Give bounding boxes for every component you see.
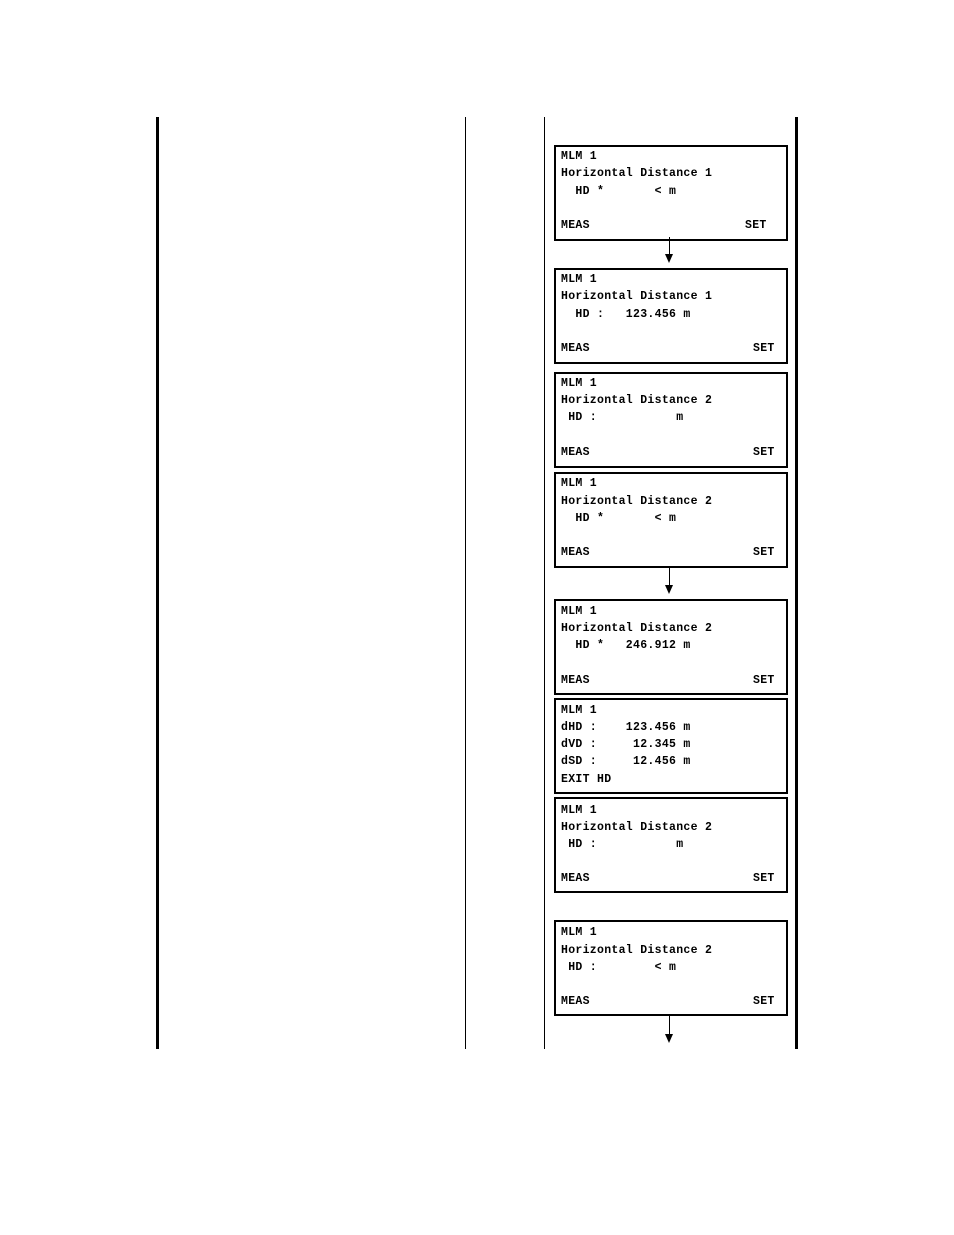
- screen-line: dVD : 12.345 m: [561, 738, 691, 751]
- left-border: [156, 117, 159, 1049]
- set-softkey[interactable]: SET: [753, 446, 775, 459]
- screen-line: HD : m: [561, 838, 684, 851]
- screen-line: MLM 1: [561, 273, 598, 286]
- display-screen-4: [554, 472, 788, 568]
- meas-softkey[interactable]: MEAS: [561, 342, 590, 355]
- screen-line: MLM 1: [561, 377, 598, 390]
- display-screen-2: [554, 268, 788, 364]
- right-border: [795, 117, 798, 1049]
- screen-line: Horizontal Distance 1: [561, 290, 713, 303]
- screen-line: dSD : 12.456 m: [561, 755, 691, 768]
- meas-softkey[interactable]: MEAS: [561, 546, 590, 559]
- set-softkey[interactable]: SET: [753, 342, 775, 355]
- meas-softkey[interactable]: MEAS: [561, 219, 590, 232]
- meas-softkey[interactable]: MEAS: [561, 446, 590, 459]
- screen-line: MLM 1: [561, 926, 598, 939]
- display-screen-3: [554, 372, 788, 468]
- screen-line: MLM 1: [561, 605, 598, 618]
- screen-line: HD * < m: [561, 185, 677, 198]
- screen-line: Horizontal Distance 2: [561, 622, 713, 635]
- display-screen-5: [554, 599, 788, 695]
- set-softkey[interactable]: SET: [753, 546, 775, 559]
- screen-line: dHD : 123.456 m: [561, 721, 691, 734]
- set-softkey[interactable]: SET: [753, 872, 775, 885]
- screen-line: Horizontal Distance 2: [561, 394, 713, 407]
- screen-line: HD : m: [561, 411, 684, 424]
- display-screen-6: [554, 698, 788, 794]
- display-screen-7: [554, 797, 788, 893]
- screen-line: Horizontal Distance 2: [561, 821, 713, 834]
- column-divider-2: [544, 117, 545, 1049]
- screen-line: HD : < m: [561, 961, 677, 974]
- set-softkey[interactable]: SET: [753, 674, 775, 687]
- meas-softkey[interactable]: MEAS: [561, 872, 590, 885]
- screen-line: Horizontal Distance 2: [561, 944, 713, 957]
- screen-line: Horizontal Distance 1: [561, 167, 713, 180]
- set-softkey[interactable]: SET: [753, 995, 775, 1008]
- screen-line: EXIT HD: [561, 773, 612, 786]
- display-screen-8: [554, 920, 788, 1016]
- screen-line: MLM 1: [561, 704, 598, 717]
- column-divider-1: [465, 117, 466, 1049]
- screen-line: HD * < m: [561, 512, 677, 525]
- display-screen-1: [554, 145, 788, 241]
- screen-line: MLM 1: [561, 804, 598, 817]
- meas-softkey[interactable]: MEAS: [561, 995, 590, 1008]
- screen-line: MLM 1: [561, 150, 598, 163]
- screen-line: HD * 246.912 m: [561, 639, 691, 652]
- screen-line: Horizontal Distance 2: [561, 495, 713, 508]
- screen-line: MLM 1: [561, 477, 598, 490]
- set-softkey[interactable]: SET: [745, 219, 767, 232]
- meas-softkey[interactable]: MEAS: [561, 674, 590, 687]
- screen-line: HD : 123.456 m: [561, 308, 691, 321]
